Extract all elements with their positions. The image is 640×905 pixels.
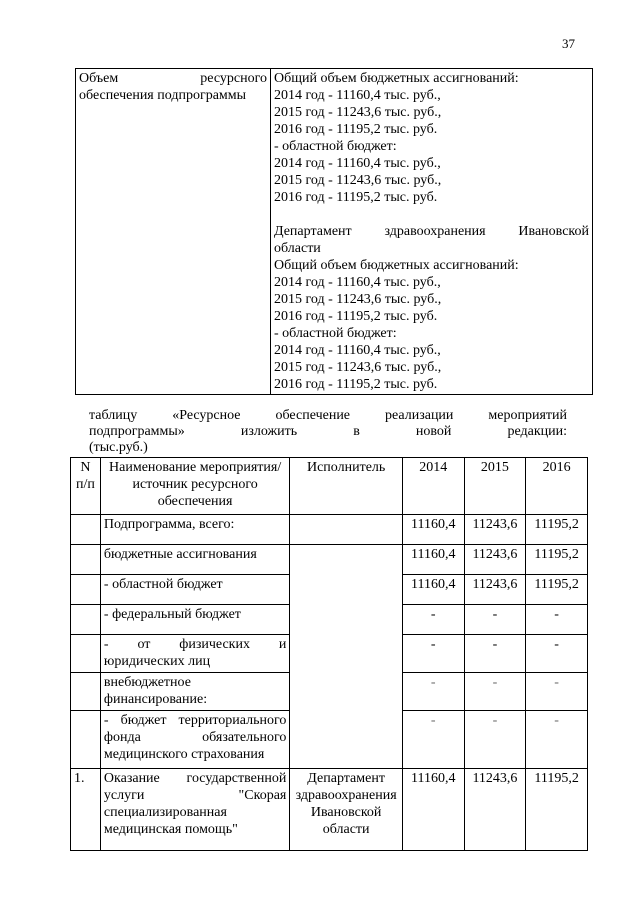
table-row [71, 769, 588, 851]
row-value-2014: 11160,4 [402, 545, 464, 575]
row-value-2016: - [526, 605, 588, 635]
resource-summary-table [75, 68, 593, 395]
row-value-2014: 11160,4 [402, 769, 464, 851]
department-line1: Департамент здравоохранения Ивановской [274, 224, 589, 239]
row-value-2014: 11160,4 [402, 515, 464, 545]
page-number: 37 [562, 36, 575, 51]
resource-label-cell [76, 69, 271, 395]
row-value-2016: 11195,2 [526, 769, 588, 851]
row-name: - федеральный бюджет [100, 605, 289, 635]
row-num: 1. [71, 769, 101, 851]
header-2015: 2015 [464, 458, 526, 515]
resource-line: Общий объем бюджетных ассигнований: [274, 71, 519, 86]
table-row [71, 515, 588, 545]
resource-label-line2: обеспечения подпрограммы [79, 88, 247, 103]
table-row [71, 545, 588, 575]
intro-units: (тыс.руб.) [89, 440, 148, 455]
row-name: бюджетные ассигнования [100, 545, 289, 575]
resource-line: 2016 год - 11195,2 тыс. руб. [274, 377, 438, 392]
row-executor: Департамент здравоохранения Ивановской области [290, 769, 403, 851]
resource-line: 2014 год - 11160,4 тыс. руб., [274, 156, 441, 171]
row-executor [290, 515, 403, 545]
resource-line: 2016 год - 11195,2 тыс. руб. [274, 309, 438, 324]
resource-line: 2015 год - 11243,6 тыс. руб., [274, 173, 442, 188]
resource-line: 2014 год - 11160,4 тыс. руб., [274, 343, 441, 358]
header-2014: 2014 [402, 458, 464, 515]
row-num [71, 545, 101, 575]
resource-line: - областной бюджет: [274, 139, 397, 154]
intro-line2: подпрограммы» изложить в новой редакции: [89, 424, 567, 439]
table-header-row [71, 458, 588, 515]
row-name: - областной бюджет [100, 575, 289, 605]
row-num [71, 515, 101, 545]
row-value-2016: - [526, 635, 588, 673]
resource-values-cell [271, 69, 593, 395]
row-value-2016: - [526, 711, 588, 769]
row-name: - бюджет территориального фонда обязательного медицинского страхования [100, 711, 289, 769]
resource-line: 2015 год - 11243,6 тыс. руб., [274, 360, 442, 375]
row-name: Подпрограмма, всего: [100, 515, 289, 545]
intro-line1: таблицу «Ресурсное обеспечение реализации мероприятий [89, 408, 567, 423]
row-value-2015: 11243,6 [464, 769, 526, 851]
row-value-2015: - [464, 711, 526, 769]
row-value-2016: 11195,2 [526, 575, 588, 605]
row-value-2015: 11243,6 [464, 575, 526, 605]
resource-line: - областной бюджет: [274, 326, 397, 341]
row-num [71, 575, 101, 605]
row-value-2015: - [464, 673, 526, 711]
header-name: Наименование мероприятия/источник ресурсного обеспечения [100, 458, 289, 515]
row-name: внебюджетное финансирование: [100, 673, 289, 711]
resource-provision-table [70, 457, 588, 851]
row-executor-merged [290, 545, 403, 769]
row-value-2016: - [526, 673, 588, 711]
resource-line: 2014 год - 11160,4 тыс. руб., [274, 275, 441, 290]
row-value-2015: - [464, 605, 526, 635]
row-value-2014: - [402, 711, 464, 769]
row-value-2016: 11195,2 [526, 545, 588, 575]
intro-paragraph [89, 408, 567, 456]
resource-line: 2015 год - 11243,6 тыс. руб., [274, 292, 442, 307]
row-value-2014: - [402, 605, 464, 635]
header-2016: 2016 [526, 458, 588, 515]
resource-line: 2016 год - 11195,2 тыс. руб. [274, 122, 438, 137]
row-num [71, 635, 101, 673]
row-value-2015: - [464, 635, 526, 673]
row-name: - от физических и юридических лиц [100, 635, 289, 673]
header-executor: Исполнитель [290, 458, 403, 515]
department-line2: области [274, 241, 321, 256]
resource-line: 2014 год - 11160,4 тыс. руб., [274, 88, 441, 103]
row-value-2016: 11195,2 [526, 515, 588, 545]
header-num: N п/п [71, 458, 101, 515]
row-num [71, 711, 101, 769]
row-num [71, 605, 101, 635]
row-name: Оказание государственной услуги "Скорая специализированная медицинская помощь" [100, 769, 289, 851]
resource-line: 2015 год - 11243,6 тыс. руб., [274, 105, 442, 120]
resource-label-line1: Объем ресурсного [79, 71, 267, 86]
row-value-2014: - [402, 635, 464, 673]
resource-line: 2016 год - 11195,2 тыс. руб. [274, 190, 438, 205]
row-value-2015: 11243,6 [464, 545, 526, 575]
resource-line: Общий объем бюджетных ассигнований: [274, 258, 519, 273]
row-num [71, 673, 101, 711]
row-value-2014: - [402, 673, 464, 711]
row-value-2015: 11243,6 [464, 515, 526, 545]
row-value-2014: 11160,4 [402, 575, 464, 605]
